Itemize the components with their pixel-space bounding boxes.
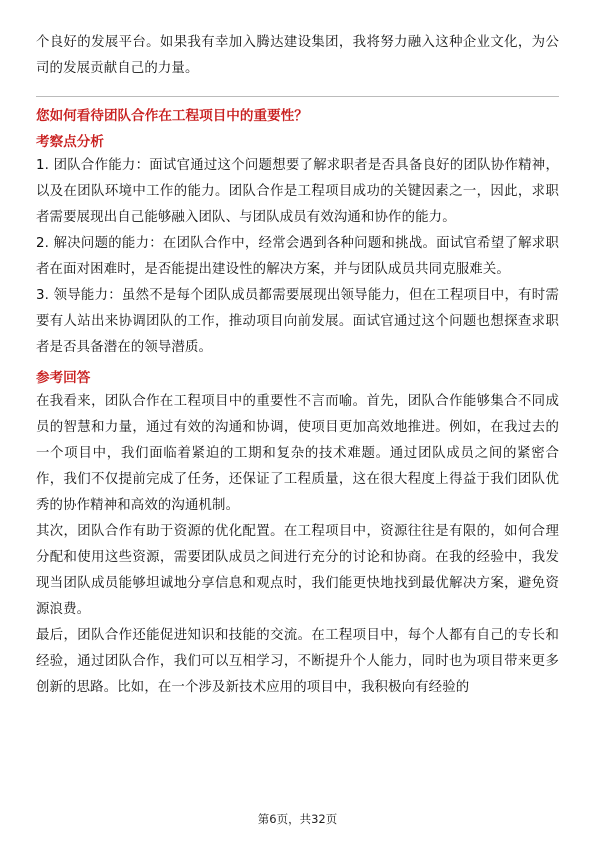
answer-paragraph-1: 在我看来，团队合作在工程项目中的重要性不言而喻。首先，团队合作能够集合不同成员的智慧和力量，通过有效的沟通和协调，使项目更加高效地推进。例如，在我过去的一个项目中，我们面临着紧迫的工期和复杂的技术难题。通过团队成员之间的紧密合作，我们不仅提前完成了任务，还保证了工程质量，这在很大程度上得益于我们团队优秀的协作精神和高效的沟通机制。 [36, 394, 559, 513]
intro-paragraph: 个良好的发展平台。如果我有幸加入腾达建设集团，我将努力融入这种企业文化，为公司的发展贡献自己的力量。 [36, 35, 559, 76]
answer-paragraph-2: 其次，团队合作有助于资源的优化配置。在工程项目中，资源往往是有限的，如何合理分配和使用这些资源，需要团队成员之间进行充分的讨论和协商。在我的经验中，我发现当团队成员能够坦诚地分享信息和观点时，我们能更快地找到最优解决方案，避免资源浪费。 [36, 524, 559, 617]
document-page [36, 30, 559, 701]
page-number-footer: 第6页，共32页 [257, 812, 338, 826]
question-title: 您如何看待团队合作在工程项目中的重要性？ [36, 108, 308, 124]
answer-paragraph-3: 最后，团队合作还能促进知识和技能的交流。在工程项目中，每个人都有自己的专长和经验，通过团队合作，我们可以互相学习，不断提升个人能力，同时也为项目带来更多创新的思路。比如，在一个涉及新技术应用的项目中，我积极向有经验的 [36, 628, 559, 695]
analysis-point-3: 3. 领导能力：虽然不是每个团队成员都需要展现出领导能力，但在工程项目中，有时需要有人站出来协调团队的工作，推动项目向前发展。面试官通过这个问题也想探查求职者是否具备潜在的领导潜质。 [36, 288, 559, 355]
answer-heading: 参考回答 [36, 370, 91, 386]
analysis-heading: 考察点分析 [36, 134, 104, 150]
section-divider [36, 96, 559, 97]
analysis-point-2: 2. 解决问题的能力：在团队合作中，经常会遇到各种问题和挑战。面试官希望了解求职者在面对困难时，是否能提出建设性的解决方案，并与团队成员共同克服难关。 [36, 236, 559, 277]
analysis-point-1: 1. 团队合作能力：面试官通过这个问题想要了解求职者是否具备良好的团队协作精神，以及在团队环境中工作的能力。团队合作是工程项目成功的关键因素之一，因此，求职者需要展现出自己能够融入团队、与团队成员有效沟通和协作的能力。 [36, 158, 559, 225]
